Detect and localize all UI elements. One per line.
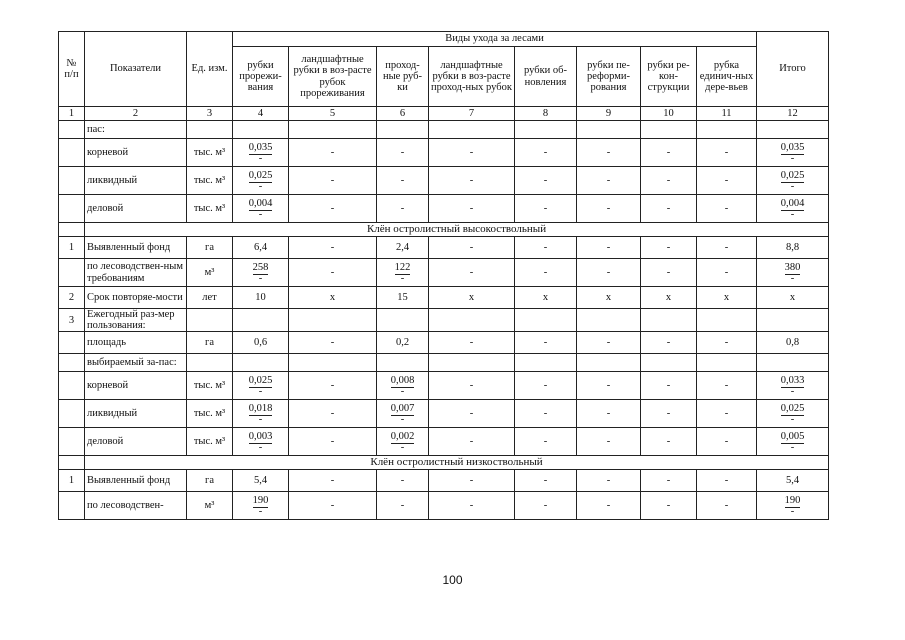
table-row — [59, 121, 829, 139]
section-row — [59, 456, 829, 470]
value-cell — [233, 428, 289, 456]
unit-cell: тыс. м³ — [187, 428, 233, 456]
value-cell: - — [697, 492, 757, 520]
indicator-label: корневой — [85, 372, 187, 400]
value-cell — [377, 400, 429, 428]
section-row — [59, 223, 829, 237]
value-cell: - — [577, 167, 641, 195]
value-cell: - — [429, 400, 515, 428]
section-title: Клён остролистный высокоствольный — [85, 223, 829, 237]
value-numerator: 0,003 — [248, 431, 273, 443]
value-cell: - — [429, 332, 515, 354]
column-number: 4 — [233, 107, 289, 121]
table-row — [59, 237, 829, 259]
value-cell: - — [697, 372, 757, 400]
header-care-type: рубки ре-кон-струкции — [641, 47, 697, 107]
value-denominator-dash: - — [258, 208, 263, 220]
value-cell: - — [515, 237, 577, 259]
value-cell: - — [289, 237, 377, 259]
unit-cell — [187, 121, 233, 139]
value-denominator-dash: - — [258, 505, 263, 517]
value-cell: 5,4 — [757, 470, 829, 492]
value-cell: - — [429, 492, 515, 520]
value-cell: 8,8 — [757, 237, 829, 259]
value-numerator: 0,008 — [390, 375, 415, 387]
value-cell: - — [289, 259, 377, 287]
value-cell: - — [515, 139, 577, 167]
table-row — [59, 400, 829, 428]
indicator-label: деловой — [85, 195, 187, 223]
value-denominator-dash: - — [790, 505, 795, 517]
unit-cell: м³ — [187, 492, 233, 520]
indicator-label: Ежегодный раз-мер пользования: — [85, 309, 187, 332]
value-cell: - — [429, 237, 515, 259]
empty-cell — [757, 121, 829, 139]
table-row — [59, 167, 829, 195]
value-denominator-dash: - — [400, 413, 405, 425]
value-cell — [757, 400, 829, 428]
empty-cell — [641, 354, 697, 372]
value-denominator-dash: - — [258, 152, 263, 164]
value-cell: - — [577, 139, 641, 167]
value-cell: - — [515, 372, 577, 400]
row-num-cell — [59, 354, 85, 372]
indicator-label: ликвидный — [85, 400, 187, 428]
header-care-type: рубки прорежи-вания — [233, 47, 289, 107]
row-num-cell — [59, 372, 85, 400]
indicator-label: Срок повторяе-мости — [85, 287, 187, 309]
column-number: 1 — [59, 107, 85, 121]
empty-cell — [429, 121, 515, 139]
value-cell: - — [289, 428, 377, 456]
empty-cell — [641, 309, 697, 332]
unit-cell — [187, 309, 233, 332]
row-num-cell: 3 — [59, 309, 85, 332]
value-cell — [377, 372, 429, 400]
indicator-label: выбираемый за-пас: — [85, 354, 187, 372]
row-num-cell — [59, 139, 85, 167]
value-cell — [757, 372, 829, 400]
unit-cell: га — [187, 237, 233, 259]
header-care-type: рубки пе-реформи-рования — [577, 47, 641, 107]
empty-cell — [577, 121, 641, 139]
value-cell: - — [289, 400, 377, 428]
value-cell: - — [429, 139, 515, 167]
row-num-cell — [59, 195, 85, 223]
empty-cell — [377, 121, 429, 139]
value-cell — [757, 167, 829, 195]
value-cell: - — [641, 167, 697, 195]
value-cell: х — [429, 287, 515, 309]
value-numerator: 0,005 — [780, 431, 805, 443]
header-indicators: Показатели — [85, 32, 187, 107]
value-cell — [233, 167, 289, 195]
value-cell: 10 — [233, 287, 289, 309]
row-num-cell — [59, 223, 85, 237]
table-row — [59, 470, 829, 492]
empty-cell — [233, 121, 289, 139]
value-cell: - — [641, 332, 697, 354]
empty-cell — [233, 309, 289, 332]
value-cell: - — [515, 492, 577, 520]
value-cell: - — [641, 470, 697, 492]
value-cell: - — [429, 428, 515, 456]
value-cell: - — [641, 139, 697, 167]
value-cell: - — [377, 470, 429, 492]
table-header — [59, 32, 829, 121]
empty-cell — [289, 121, 377, 139]
value-cell — [233, 400, 289, 428]
unit-cell — [187, 354, 233, 372]
header-num: № п/п — [59, 32, 85, 107]
value-cell: х — [515, 287, 577, 309]
value-cell: - — [697, 195, 757, 223]
value-cell: - — [515, 195, 577, 223]
value-numerator: 0,025 — [780, 170, 805, 182]
value-cell: - — [577, 470, 641, 492]
header-care-type: ландшафтные рубки в воз-расте рубок прореживания — [289, 47, 377, 107]
row-num-cell — [59, 259, 85, 287]
unit-cell: тыс. м³ — [187, 139, 233, 167]
value-cell: - — [577, 428, 641, 456]
value-cell: 15 — [377, 287, 429, 309]
value-cell: - — [697, 167, 757, 195]
value-cell: - — [697, 139, 757, 167]
empty-cell — [233, 354, 289, 372]
value-cell: 5,4 — [233, 470, 289, 492]
value-cell — [233, 372, 289, 400]
value-cell: - — [515, 470, 577, 492]
value-denominator-dash: - — [400, 441, 405, 453]
header-care-types-group: Виды ухода за лесами — [233, 32, 757, 47]
value-cell: - — [429, 372, 515, 400]
value-cell: - — [515, 332, 577, 354]
value-cell: - — [697, 332, 757, 354]
value-cell: - — [515, 428, 577, 456]
indicator-label: пас: — [85, 121, 187, 139]
value-cell: - — [577, 372, 641, 400]
indicator-label: корневой — [85, 139, 187, 167]
column-number: 3 — [187, 107, 233, 121]
table-row — [59, 492, 829, 520]
indicator-label: ликвидный — [85, 167, 187, 195]
value-numerator: 0,025 — [248, 375, 273, 387]
empty-cell — [377, 354, 429, 372]
value-cell — [233, 195, 289, 223]
empty-cell — [577, 309, 641, 332]
value-cell: - — [577, 259, 641, 287]
value-cell: - — [377, 139, 429, 167]
empty-cell — [289, 309, 377, 332]
value-cell: - — [641, 237, 697, 259]
column-number: 12 — [757, 107, 829, 121]
empty-cell — [515, 309, 577, 332]
value-cell: 0,2 — [377, 332, 429, 354]
column-number: 9 — [577, 107, 641, 121]
value-denominator-dash: - — [790, 272, 795, 284]
empty-cell — [577, 354, 641, 372]
unit-cell: тыс. м³ — [187, 400, 233, 428]
value-cell: х — [697, 287, 757, 309]
section-title: Клён остролистный низкоствольный — [85, 456, 829, 470]
header-care-type: рубки об-новления — [515, 47, 577, 107]
value-cell: - — [577, 492, 641, 520]
empty-cell — [697, 121, 757, 139]
value-cell: - — [577, 195, 641, 223]
value-numerator: 190 — [784, 495, 801, 507]
column-number: 11 — [697, 107, 757, 121]
column-number: 7 — [429, 107, 515, 121]
indicator-label: по лесоводствен- — [85, 492, 187, 520]
header-care-type: рубка единич-ных дере-вьев — [697, 47, 757, 107]
value-cell — [233, 259, 289, 287]
value-denominator-dash: - — [790, 180, 795, 192]
value-denominator-dash: - — [258, 180, 263, 192]
empty-cell — [515, 121, 577, 139]
unit-cell: лет — [187, 287, 233, 309]
table-row — [59, 354, 829, 372]
value-cell: - — [289, 470, 377, 492]
value-cell: - — [641, 428, 697, 456]
value-cell: - — [289, 372, 377, 400]
value-cell — [377, 259, 429, 287]
row-num-cell: 1 — [59, 470, 85, 492]
table-row — [59, 195, 829, 223]
row-num-cell: 2 — [59, 287, 85, 309]
row-num-cell — [59, 492, 85, 520]
row-num-cell — [59, 121, 85, 139]
value-cell: 0,8 — [757, 332, 829, 354]
value-cell: - — [429, 470, 515, 492]
value-cell: - — [289, 332, 377, 354]
value-numerator: 122 — [394, 262, 411, 274]
value-cell — [233, 492, 289, 520]
value-numerator: 0,018 — [248, 403, 273, 415]
unit-cell: тыс. м³ — [187, 372, 233, 400]
table-row — [59, 372, 829, 400]
unit-cell: тыс. м³ — [187, 195, 233, 223]
value-cell: х — [577, 287, 641, 309]
empty-cell — [515, 354, 577, 372]
value-cell: - — [577, 332, 641, 354]
header-care-type: проход-ные руб-ки — [377, 47, 429, 107]
value-cell — [757, 195, 829, 223]
value-cell: - — [429, 259, 515, 287]
value-cell: 2,4 — [377, 237, 429, 259]
value-cell: х — [289, 287, 377, 309]
table-row — [59, 139, 829, 167]
value-cell: - — [641, 372, 697, 400]
value-cell: - — [289, 195, 377, 223]
value-numerator: 0,004 — [248, 198, 273, 210]
value-cell: - — [289, 139, 377, 167]
value-cell: - — [577, 400, 641, 428]
header-total: Итого — [757, 32, 829, 107]
indicator-label: площадь — [85, 332, 187, 354]
value-denominator-dash: - — [400, 385, 405, 397]
row-num-cell — [59, 428, 85, 456]
value-cell: х — [641, 287, 697, 309]
value-numerator: 0,007 — [390, 403, 415, 415]
row-num-cell — [59, 332, 85, 354]
empty-cell — [697, 354, 757, 372]
value-cell: - — [289, 167, 377, 195]
table-row — [59, 428, 829, 456]
value-denominator-dash: - — [258, 413, 263, 425]
value-cell — [757, 492, 829, 520]
value-numerator: 190 — [252, 495, 269, 507]
indicator-label: по лесоводствен-ным требованиям — [85, 259, 187, 287]
value-cell: 0,6 — [233, 332, 289, 354]
indicator-label: деловой — [85, 428, 187, 456]
value-cell: - — [641, 195, 697, 223]
value-cell: х — [757, 287, 829, 309]
value-numerator: 258 — [252, 262, 269, 274]
empty-cell — [757, 309, 829, 332]
value-denominator-dash: - — [258, 441, 263, 453]
empty-cell — [289, 354, 377, 372]
column-number: 2 — [85, 107, 187, 121]
value-numerator: 0,004 — [780, 198, 805, 210]
column-number: 5 — [289, 107, 377, 121]
empty-cell — [641, 121, 697, 139]
value-cell: - — [429, 167, 515, 195]
value-denominator-dash: - — [790, 208, 795, 220]
value-denominator-dash: - — [258, 272, 263, 284]
value-denominator-dash: - — [790, 441, 795, 453]
row-num-cell: 1 — [59, 237, 85, 259]
column-number: 6 — [377, 107, 429, 121]
value-cell — [377, 428, 429, 456]
value-cell: - — [577, 237, 641, 259]
table-row — [59, 259, 829, 287]
value-cell — [757, 428, 829, 456]
table-row — [59, 287, 829, 309]
value-denominator-dash: - — [258, 385, 263, 397]
unit-cell: га — [187, 332, 233, 354]
value-cell: - — [641, 492, 697, 520]
value-cell: - — [289, 492, 377, 520]
value-numerator: 0,035 — [248, 142, 273, 154]
value-denominator-dash: - — [790, 385, 795, 397]
value-cell: - — [641, 259, 697, 287]
value-cell: - — [429, 195, 515, 223]
row-num-cell — [59, 167, 85, 195]
indicator-label: Выявленный фонд — [85, 237, 187, 259]
value-cell: - — [377, 195, 429, 223]
table-row — [59, 332, 829, 354]
value-numerator: 0,033 — [780, 375, 805, 387]
value-cell: - — [697, 428, 757, 456]
row-num-cell — [59, 456, 85, 470]
forest-care-table — [58, 31, 829, 520]
value-cell: - — [377, 167, 429, 195]
indicator-label: Выявленный фонд — [85, 470, 187, 492]
value-cell: 6,4 — [233, 237, 289, 259]
value-numerator: 0,035 — [780, 142, 805, 154]
header-unit: Ед. изм. — [187, 32, 233, 107]
value-cell — [757, 259, 829, 287]
value-cell — [233, 139, 289, 167]
value-numerator: 0,025 — [248, 170, 273, 182]
value-denominator-dash: - — [790, 152, 795, 164]
table-body — [59, 121, 829, 520]
column-number: 10 — [641, 107, 697, 121]
value-cell: - — [697, 237, 757, 259]
value-denominator-dash: - — [790, 413, 795, 425]
unit-cell: тыс. м³ — [187, 167, 233, 195]
unit-cell: м³ — [187, 259, 233, 287]
page-number: 100 — [442, 573, 463, 587]
empty-cell — [377, 309, 429, 332]
column-number: 8 — [515, 107, 577, 121]
value-cell: - — [697, 470, 757, 492]
value-cell — [757, 139, 829, 167]
value-cell: - — [697, 259, 757, 287]
unit-cell: га — [187, 470, 233, 492]
empty-cell — [429, 309, 515, 332]
value-numerator: 0,002 — [390, 431, 415, 443]
value-cell: - — [377, 492, 429, 520]
empty-cell — [429, 354, 515, 372]
row-num-cell — [59, 400, 85, 428]
value-denominator-dash: - — [400, 272, 405, 284]
value-cell: - — [515, 259, 577, 287]
header-care-type: ландшафтные рубки в воз-расте проход-ных рубок — [429, 47, 515, 107]
table-row — [59, 309, 829, 332]
empty-cell — [757, 354, 829, 372]
value-cell: - — [641, 400, 697, 428]
value-numerator: 0,025 — [780, 403, 805, 415]
value-cell: - — [515, 167, 577, 195]
value-cell: - — [515, 400, 577, 428]
empty-cell — [697, 309, 757, 332]
value-cell: - — [697, 400, 757, 428]
value-numerator: 380 — [784, 262, 801, 274]
